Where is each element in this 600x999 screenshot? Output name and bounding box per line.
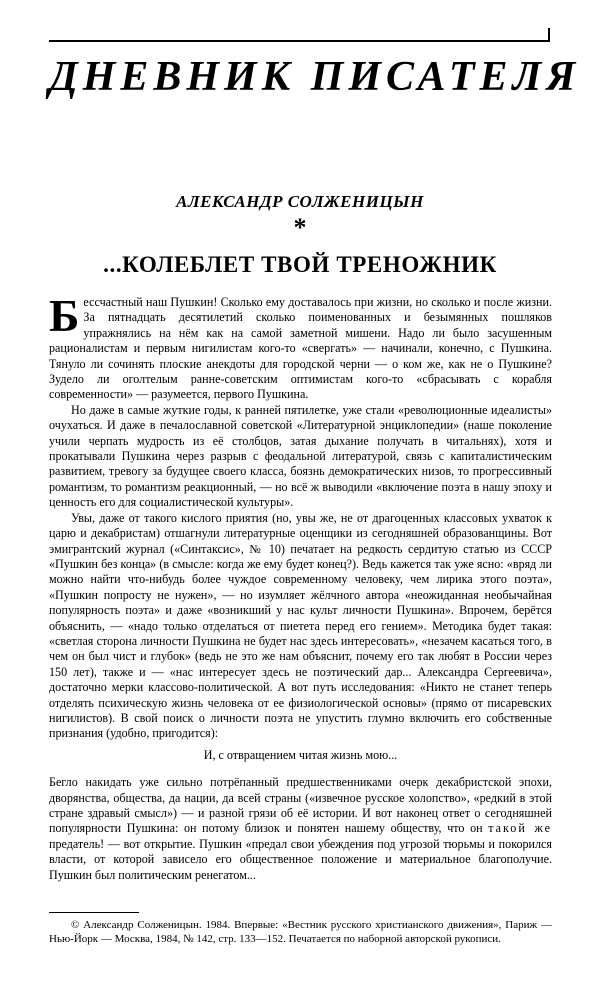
article-author: АЛЕКСАНДР СОЛЖЕНИЦЫН xyxy=(176,192,424,211)
paragraph-2: Но даже в самые жуткие годы, к ранней пятилетке, уже стали «революционные идеалисты» очухаться. И даже в печалославной советской «Литературной энциклопедии» (наше поколение учили черпать мудрость из её столбцов, затая дыхание получать в читальнях), хотя и прокатывали Пушкина через разрыв с феодальной литературой, связь с капиталистическим развитием, тревогу за будущее своего класса, боязнь демократических низов, то прогрессивный романтизм, то романтизм реакционный, — но всё ж выводили «включение поэта в нашу эпоху и ценность его для социалистической культуры». xyxy=(49,402,552,510)
paragraph-4-text-b: предатель! — вот открытие. Пушкин «предал свои убеждения под угрозой тюрьмы и покорился власти, от которой зависело его общественное положение и материальное благополучие. Пушкин был политическим ренегатом... xyxy=(49,836,552,882)
paragraph-4-text-a: Бегло накидать уже сильно потрёпанный предшественниками очерк декабристской эпохи, дворянства, общества, да нации, да всей страны («извечное русское холопство», «редкий в этой стране здравый смысл») — и разной грязи об её истории. И вот наконец ответ о сегодняшней популярности Пушкина: он потому близок и понятен нашему обществу, что он xyxy=(49,775,552,836)
paragraph-4 xyxy=(49,775,552,883)
verse-quote: И, с отвращением читая жизнь мою... xyxy=(203,747,398,762)
header-rule xyxy=(49,40,550,42)
paragraph-3: Увы, даже от такого кислого приятия (но, увы же, не от драгоценных классовых ухваток к царю и декабристам) отшагнули литературные оценщики из сегодняшней образованщины. Вот эмигрантский журнал («Синтаксис», № 10) печатает на редкость сердитую статью из СССР «Пушкин без конца» (в смысле: когда же ему будет конец?). Ведь кажется так уже ясно: «вряд ли можно найти что-нибудь более чуждое современному человеку, чем лирика этого поэта», «Пушкин попросту не нужен», — но изумляет жёлчного автора «неожиданная необычайная популярность поэта» и даже «возникший у нас культ личности Пушкина». Впрочем, берётся объяснить, — «надо только отделаться от пиетета перед его гением». Методика будет такая: «светлая сторона личности Пушкина не будет нас здесь интересовать», «незачем касаться того, в чем он был чист и глубок» (ведь не это же нам объяснит, почему его так любят в России через 150 лет), также и — «нас интересует здесь не поэтический дар... Александра Сергеевича», достаточно мерки классово-политической. А вот путь исследования: «Никто не станет теперь отделять психическую жизнь человека от ее физиологической основы» (прямо от писаревских нигилистов). В свой поиск о личности поэта не упустить глумно включить его собственные признания (удобно, пригодится): xyxy=(49,510,552,741)
header-rule-tick xyxy=(548,28,550,42)
ornament-asterisk: * xyxy=(293,213,307,242)
article-body xyxy=(49,290,553,883)
article-title: ...КОЛЕБЛЕТ ТВОЙ ТРЕНОЖНИК xyxy=(103,252,497,277)
footnote: © Александр Солженицын. 1984. Впервые: «Вестник русского христианского движения», Париж — Нью-Йорк — Москва, 1984, № 142, стр. 133—152. Печатается по наборной авторской рукописи. xyxy=(49,919,552,945)
drop-cap: Б xyxy=(49,290,80,341)
paragraph-1-text: ессчастный наш Пушкин! Сколько ему доставалось при жизни, но сколько и после жизни. За пятнадцать десятилетий сколько поименованных и безымянных пошляков упражнялись на нём как на самой заметной мишени. Надо ли было засушенным рационалистам и первым нигилистам кого-то «свергать» — начинали, конечно, с Пушкина. Тянуло ли сочинять плоские анекдоты для городской черни — о ком же, как не о Пушкине? Зудело ли оголтелым ранне-советским оптимистам кого-то «сбрасывать с корабля современности» — разумеется, первого Пушкина. xyxy=(49,295,552,402)
paragraph-1 xyxy=(49,290,552,403)
section-title: ДНЕВНИК ПИСАТЕЛЯ xyxy=(49,54,581,100)
footnote-rule xyxy=(49,912,139,913)
paragraph-4-emphasis: такой же xyxy=(488,821,553,836)
